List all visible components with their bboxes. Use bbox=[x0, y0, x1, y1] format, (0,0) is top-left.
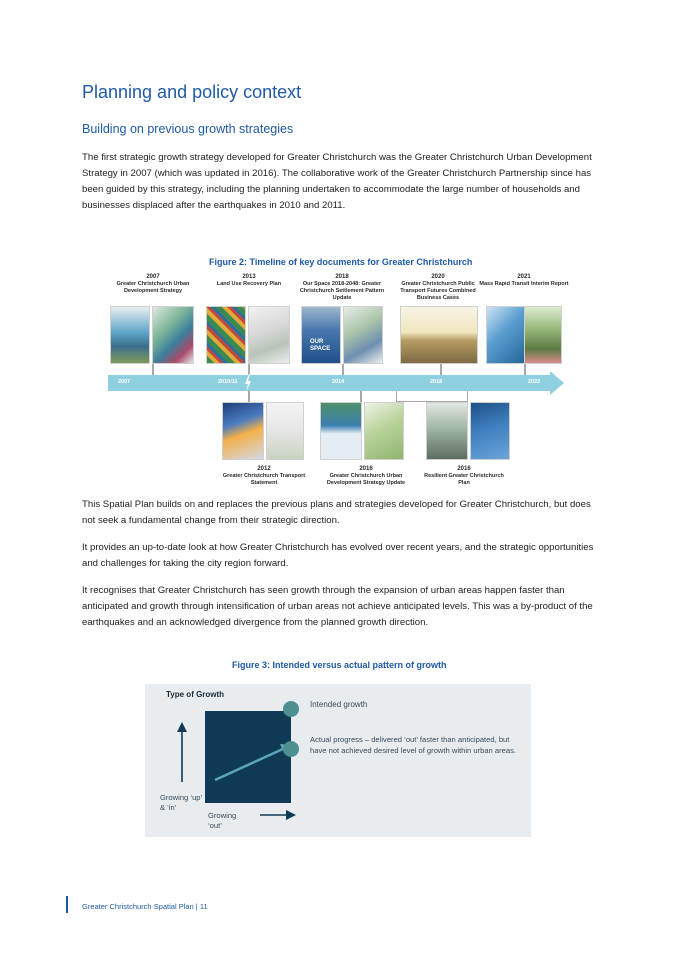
spatial-plan-paragraph: This Spatial Plan builds on and replaces the previous plans and strategies developed for Greater Christchurch, but does not seek a fundamental change from their strategic direction. bbox=[82, 499, 591, 526]
resilience-plan-cover-thumbnail bbox=[470, 402, 510, 460]
uds-update-map-thumbnail bbox=[364, 402, 404, 460]
mrt-photo-thumbnail bbox=[524, 306, 562, 364]
timeline-doc-2016-resilient: 2016 Resilient Greater Christchurch Plan bbox=[424, 466, 504, 486]
timeline-doc-2020: 2020 Greater Christchurch Public Transport Futures Combined Business Cases bbox=[400, 274, 476, 301]
pt-futures-cover-thumbnail bbox=[400, 306, 478, 364]
transport-statement-page-thumbnail bbox=[266, 402, 304, 460]
intended-growth-marker bbox=[283, 701, 299, 717]
growing-up-in-label: Growing ‘up’ & ‘in’ bbox=[160, 793, 202, 812]
timeline-doc-2021: 2021 Mass Rapid Transit Interim Report bbox=[479, 274, 569, 287]
figure3-title: Figure 3: Intended versus actual pattern of growth bbox=[232, 660, 447, 670]
growth-recognition-paragraph: It recognises that Greater Christchurch has seen growth through the expansion of urban areas happen faster than anticipated and growth through intensification of urban areas not achieve anticipated levels. This was a by-product of the earthquakes and an acknowledged divergence from the planned growth direction. bbox=[82, 585, 593, 628]
page-heading: Planning and policy context bbox=[82, 82, 302, 102]
transport-statement-cover-thumbnail bbox=[222, 402, 264, 460]
figure2-title: Figure 2: Timeline of key documents for Greater Christchurch bbox=[209, 257, 473, 267]
intro-paragraph: The first strategic growth strategy developed for Greater Christchurch was the Greater Christchurch Urban Development Strategy in 2007 (which was updated in 2016). The collaborative work of the Greater Christchurch Partnership since has been guided by this strategy, including the planning undertaken to accommodate the large number of households and businesses displaced after the earthquakes in 2010 and 2011. bbox=[82, 152, 592, 211]
type-of-growth-label: Type of Growth bbox=[166, 690, 225, 699]
growing-out-label: Growing ‘out’ bbox=[208, 811, 237, 830]
timeline-doc-2012: 2012 Greater Christchurch Transport Statement bbox=[222, 466, 306, 486]
uds-update-cover-thumbnail bbox=[320, 402, 362, 460]
timeline-connector bbox=[396, 391, 468, 402]
actual-progress-marker bbox=[283, 741, 299, 757]
timeline-doc-2013: 2013 Land Use Recovery Plan bbox=[216, 274, 282, 287]
timeline-doc-2018: 2018 Our Space 2018-2048: Greater Christchurch Settlement Pattern Update bbox=[299, 274, 385, 301]
timeline-axis-year: 2018 bbox=[430, 379, 443, 385]
timeline-axis-year: 2014 bbox=[332, 379, 345, 385]
our-space-cover-thumbnail bbox=[301, 306, 341, 364]
udstrategy-map-thumbnail bbox=[152, 306, 194, 364]
lurp-overview-thumbnail bbox=[248, 306, 290, 364]
page-footer: Greater Christchurch Spatial Plan | 11 bbox=[82, 902, 208, 911]
timeline-doc-2007: 2007 Greater Christchurch Urban Development Strategy bbox=[116, 274, 190, 294]
up-to-date-paragraph: It provides an up-to-date look at how Greater Christchurch has evolved over recent years, and the strategic opportunities and challenges for taking the city region forward. bbox=[82, 542, 594, 569]
lurp-map-thumbnail bbox=[206, 306, 246, 364]
earthquake-bolt-icon bbox=[244, 374, 252, 392]
timeline-axis-year: 2010/11 bbox=[218, 379, 238, 385]
our-space-cover-text: OUR SPACE bbox=[310, 339, 331, 352]
udstrategy-cover-thumbnail bbox=[110, 306, 150, 364]
footer-accent-bar bbox=[66, 896, 68, 913]
timeline-axis-year: 2007 bbox=[118, 379, 131, 385]
timeline-axis bbox=[108, 375, 550, 391]
section-subheading: Building on previous growth strategies bbox=[82, 122, 294, 136]
our-space-map-thumbnail bbox=[343, 306, 383, 364]
timeline-arrowhead bbox=[550, 371, 564, 395]
timeline-doc-2016-uds: 2016 Greater Christchurch Urban Development Strategy Update bbox=[326, 466, 406, 486]
timeline-axis-year: 2022 bbox=[528, 379, 541, 385]
actual-progress-label: Actual progress – delivered ‘out’ faster than anticipated, but have not achieved desired level of growth within urban areas. bbox=[310, 735, 516, 755]
intended-growth-label: Intended growth bbox=[310, 700, 368, 709]
resilience-plan-photo-thumbnail bbox=[426, 402, 468, 460]
